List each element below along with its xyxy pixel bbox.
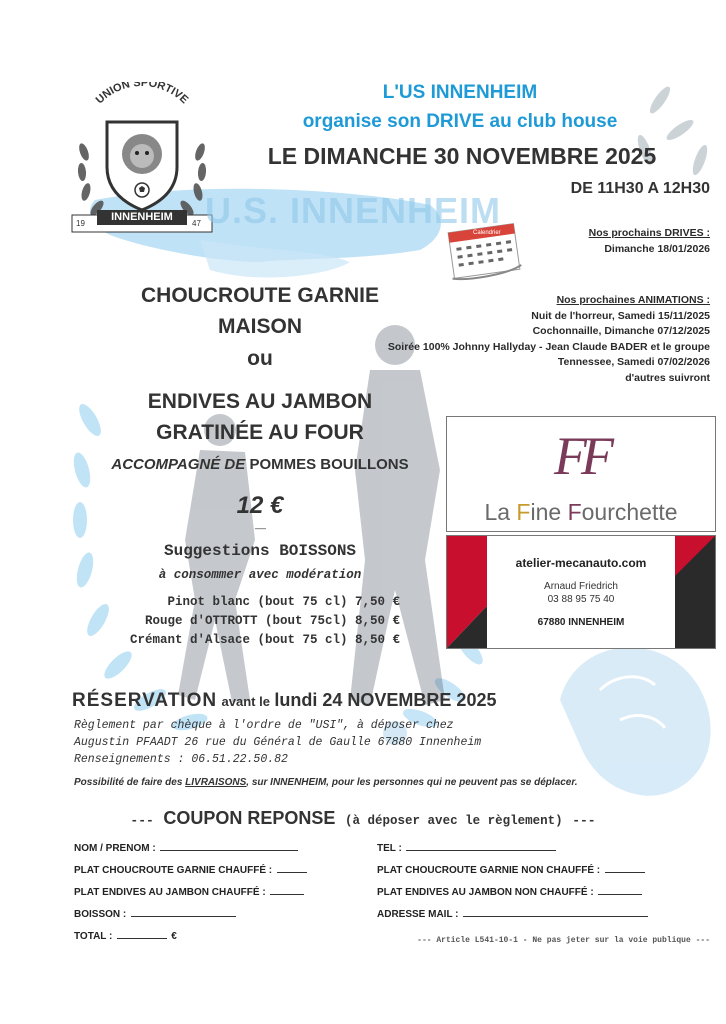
field-boisson[interactable] — [74, 904, 236, 922]
delivery-pre: Possibilité de faire des — [74, 777, 186, 788]
garage-website: atelier-mecanauto.com — [515, 556, 647, 570]
field-total[interactable] — [74, 926, 177, 944]
animation-item: d'autres suivront — [625, 371, 710, 384]
reservation-deadline: lundi 24 NOVEMBRE 2025 — [274, 690, 497, 710]
event-date: LE DIMANCHE 30 NOVEMBRE 2025 — [267, 143, 657, 169]
garage-city: 67880 INNENHEIM — [537, 617, 625, 628]
delivery-link: LIVRAISONS — [185, 777, 247, 788]
field-boisson-label: BOISSON : — [74, 909, 127, 920]
reservation-phone: Renseignements : 06.51.22.50.82 — [74, 753, 288, 766]
dish2-line1: ENDIVES AU JAMBON — [147, 390, 373, 413]
logo-year-left: 19 — [76, 219, 85, 228]
accompaniment-rest: POMMES BOUILLONS — [249, 456, 409, 473]
menu-block — [95, 280, 425, 448]
coupon-heading: COUPON REPONSE — [163, 808, 336, 828]
field-plat3-line[interactable] — [270, 893, 304, 895]
event-time: DE 11H30 A 12H30 — [570, 180, 710, 197]
field-plat3-label: PLAT ENDIVES AU JAMBON CHAUFFÉ : — [74, 887, 266, 898]
restaurant-name-part: ine — [530, 499, 568, 525]
dish1-line1: CHOUCROUTE GARNIE — [140, 284, 379, 307]
logo-arc-text: UNION SPORTIVE — [93, 82, 191, 107]
field-mail[interactable] — [377, 904, 648, 922]
field-total-currency: € — [171, 931, 177, 942]
accompaniment — [75, 456, 445, 473]
logo-banner-text: INNENHEIM — [111, 211, 173, 223]
drinks-list — [100, 593, 400, 650]
delivery-note — [74, 777, 577, 788]
field-total-line[interactable] — [117, 937, 167, 939]
restaurant-name-part: ourchette — [581, 499, 678, 525]
menu-or: ou — [247, 347, 273, 370]
sponsor-restaurant — [446, 416, 716, 532]
drinks-title: Suggestions BOISSONS — [163, 542, 357, 560]
garage-phone: 03 88 95 75 40 — [547, 594, 615, 605]
restaurant-name-part: La — [484, 499, 517, 525]
drives-title: Nos prochains DRIVES : — [588, 227, 710, 239]
menu-price: 12 € — [236, 492, 284, 519]
reservation-line: Augustin PFAADT 26 rue du Général de Gaulle 67880 Innenheim — [74, 736, 482, 749]
animation-item: Tennessee, Samedi 07/02/2026 — [557, 356, 710, 368]
field-mail-line[interactable] — [463, 915, 648, 917]
field-name[interactable] — [74, 838, 298, 856]
legal-footer: --- Article L541-10-1 - Ne pas jeter sur la voie publique --- — [417, 936, 710, 945]
coupon-dashes-right: --- — [572, 813, 596, 828]
drink-item: Pinot blanc (bout 75 cl) 7,50 € — [167, 595, 400, 609]
field-tel-line[interactable] — [406, 849, 556, 851]
svg-text:UNION SPORTIVE — [94, 82, 191, 106]
garage-person: Arnaud Friedrich — [544, 581, 618, 592]
restaurant-name — [447, 499, 715, 526]
field-tel[interactable] — [377, 838, 556, 856]
animations-title: Nos prochaines ANIMATIONS : — [556, 294, 710, 306]
field-name-label: NOM / PRENOM : — [74, 843, 156, 854]
reservation-line: Règlement par chèque à l'ordre de "USI", à déposer chez — [74, 719, 454, 732]
field-plat1[interactable] — [74, 860, 307, 878]
field-plat4-line[interactable] — [598, 893, 642, 895]
field-plat4[interactable] — [377, 882, 642, 900]
field-total-label: TOTAL : — [74, 931, 113, 942]
field-mail-label: ADRESSE MAIL : — [377, 909, 459, 920]
dish2-line2: GRATINÉE AU FOUR — [156, 421, 364, 444]
field-plat1-label: PLAT CHOUCROUTE GARNIE CHAUFFÉ : — [74, 865, 273, 876]
animation-item: Soirée 100% Johnny Hallyday - Jean Claude BADER et le groupe — [387, 340, 710, 353]
reservation-details — [74, 717, 481, 768]
animation-item: Cochonnaille, Dimanche 07/12/2025 — [532, 325, 710, 337]
header-line1: L'US INNENHEIM — [382, 82, 538, 103]
sponsor-garage — [446, 535, 716, 649]
dish1-line2: MAISON — [218, 315, 302, 338]
drives-date: Dimanche 18/01/2026 — [604, 242, 710, 255]
restaurant-name-F2: F — [567, 499, 582, 525]
field-tel-label: TEL : — [377, 843, 402, 854]
field-plat2-line[interactable] — [605, 871, 645, 873]
field-name-line[interactable] — [160, 849, 298, 851]
club-logo — [62, 82, 222, 234]
drink-item: Rouge d'OTTROTT (bout 75cl) 8,50 € — [144, 614, 400, 628]
animation-item: Nuit de l'horreur, Samedi 15/11/2025 — [531, 309, 710, 322]
delivery-post: , sur INNENHEIM, pour les personnes qui ne peuvent pas se déplacer. — [246, 777, 578, 788]
reservation-before: avant le — [221, 694, 270, 709]
accompaniment-italic: ACCOMPAGNÉ DE — [111, 456, 246, 473]
field-plat2-label: PLAT CHOUCROUTE GARNIE NON CHAUFFÉ : — [377, 865, 601, 876]
drinks-subtitle: à consommer avec modération — [158, 568, 362, 582]
restaurant-monogram: FF — [554, 426, 608, 486]
field-plat4-label: PLAT ENDIVES AU JAMBON NON CHAUFFÉ : — [377, 887, 594, 898]
logo-year-right: 47 — [192, 219, 201, 228]
field-plat3[interactable] — [74, 882, 304, 900]
watermark-club-name: U.S. INNENHEIM — [205, 190, 502, 231]
coupon-subtitle: (à déposer avec le règlement) — [345, 814, 563, 828]
price-separator: -------- — [254, 526, 266, 533]
coupon-dashes-left: --- — [130, 813, 154, 828]
coupon-title — [0, 808, 726, 829]
field-boisson-line[interactable] — [131, 915, 236, 917]
field-plat2[interactable] — [377, 860, 645, 878]
calendar-label: Calendrier — [473, 230, 501, 236]
reservation-title — [72, 690, 496, 712]
drink-item: Crémant d'Alsace (bout 75 cl) 8,50 € — [129, 633, 400, 647]
garage-stripes-icon — [447, 536, 715, 648]
drives-block — [500, 226, 710, 257]
field-plat1-line[interactable] — [277, 871, 307, 873]
reservation-word: RÉSERVATION — [72, 690, 218, 711]
restaurant-name-F1: F — [516, 499, 531, 525]
header-line2: organise son DRIVE au club house — [302, 111, 618, 132]
